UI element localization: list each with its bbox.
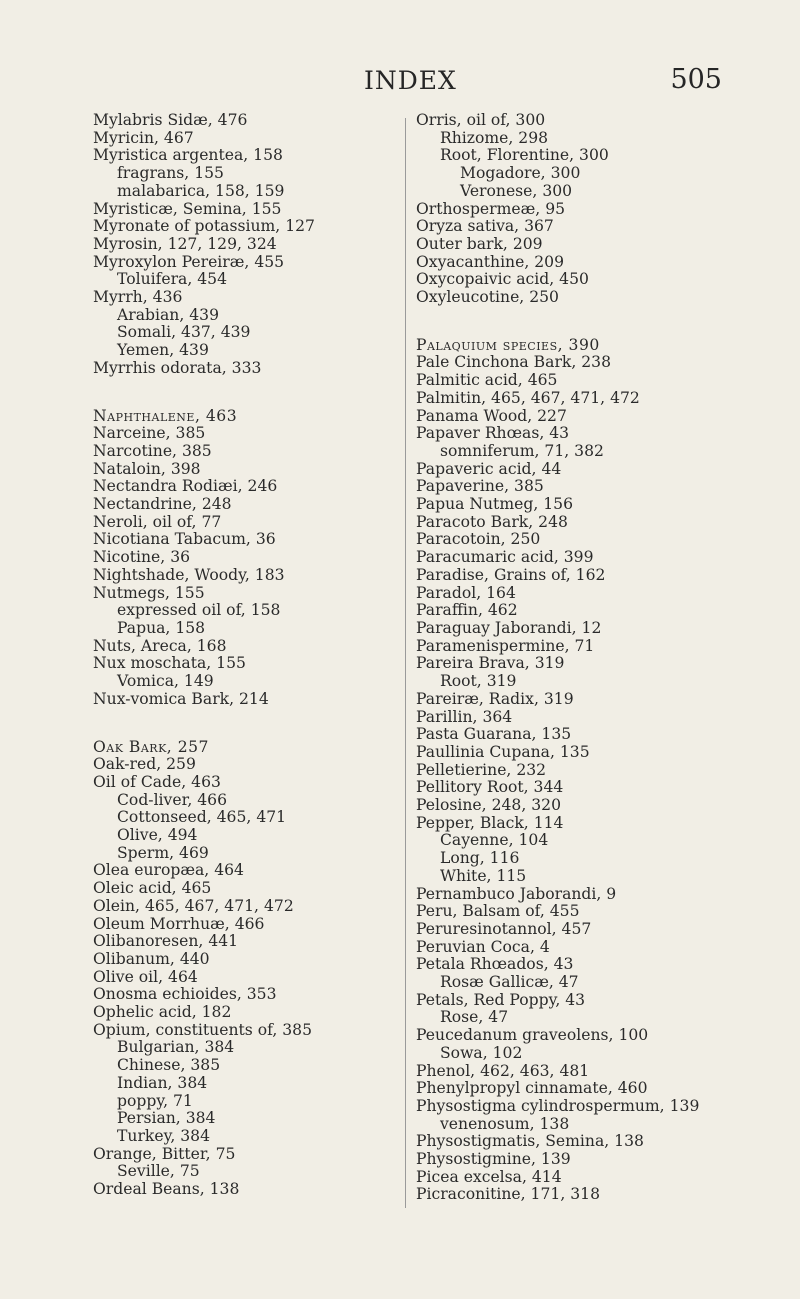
index-subentry: Rosæ Gallicæ, 47: [440, 973, 579, 992]
index-entry: Papaver Rhœas, 43: [416, 424, 570, 443]
index-entry: Papua Nutmeg, 156: [416, 495, 573, 514]
index-entry: Palmitic acid, 465: [416, 371, 558, 390]
index-entry: Opium, constituents of, 385: [93, 1020, 313, 1039]
index-entry: Orthospermeæ, 95: [416, 199, 566, 218]
index-entry: Pelosine, 248, 320: [416, 796, 562, 815]
index-entry: Nataloin, 398: [93, 459, 201, 478]
index-entry: Pasta Guarana, 135: [416, 725, 572, 744]
index-column-right: [416, 112, 796, 1204]
index-subentry: White, 115: [440, 866, 527, 885]
index-subentry: Turkey, 384: [117, 1126, 210, 1145]
index-entry: Oxyacanthine, 209: [416, 252, 565, 271]
index-subentry: Sperm, 469: [117, 843, 209, 862]
index-subentry: Indian, 384: [117, 1073, 208, 1092]
index-subentry: expressed oil of, 158: [117, 601, 281, 620]
index-subentry: Cod-liver, 466: [117, 790, 228, 809]
index-entry: Nux moschata, 155: [93, 654, 246, 673]
index-entry: Picea excelsa, 414: [416, 1167, 562, 1186]
index-entry: Oil of Cade, 463: [93, 772, 221, 791]
index-entry: Olive oil, 464: [93, 967, 198, 986]
index-subentry: Root, Florentine, 300: [440, 146, 609, 165]
index-entry: Orange, Bitter, 75: [93, 1144, 236, 1163]
index-subentry: fragrans, 155: [117, 164, 224, 183]
index-entry: Paraguay Jaborandi, 12: [416, 618, 602, 637]
index-subentry: Olive, 494: [117, 826, 198, 845]
index-entry: Olea europæa, 464: [93, 861, 244, 880]
index-entry: Petals, Red Poppy, 43: [416, 990, 586, 1009]
index-entry: Myronate of potassium, 127: [93, 217, 315, 236]
index-entry: Peru, Balsam of, 455: [416, 902, 580, 921]
index-entry: Pale Cinchona Bark, 238: [416, 353, 612, 372]
index-subentry: Sowa, 102: [440, 1043, 523, 1062]
index-entry: Oak Bark, 257: [93, 737, 209, 756]
index-entry: Pellitory Root, 344: [416, 778, 564, 797]
index-entry: Pelletierine, 232: [416, 760, 547, 779]
index-entry: Olein, 465, 467, 471, 472: [93, 896, 294, 915]
page-number: 505: [670, 64, 722, 95]
index-entry: Oleum Morrhuæ, 466: [93, 914, 265, 933]
index-entry: Pareira Brava, 319: [416, 654, 565, 673]
page-title: INDEX: [364, 66, 457, 95]
index-subentry: Persian, 384: [117, 1109, 216, 1128]
index-entry: Paramenispermine, 71: [416, 636, 595, 655]
index-entry: Peucedanum graveolens, 100: [416, 1026, 649, 1045]
index-entry: Nux-vomica Bark, 214: [93, 689, 269, 708]
index-entry: Paracumaric acid, 399: [416, 548, 594, 567]
index-subentry: venenosum, 138: [440, 1114, 570, 1133]
index-entry: Pepper, Black, 114: [416, 813, 564, 832]
index-subentry: Veronese, 300: [460, 181, 573, 200]
index-entry: Neroli, oil of, 77: [93, 512, 222, 531]
index-subentry: Mogadore, 300: [460, 164, 581, 183]
index-entry: Narcotine, 385: [93, 441, 212, 460]
index-entry: Phenol, 462, 463, 481: [416, 1061, 590, 1080]
index-entry: Olibanoresen, 441: [93, 932, 239, 951]
index-entry: Ordeal Beans, 138: [93, 1180, 240, 1199]
index-subentry: Yemen, 439: [117, 341, 209, 360]
index-entry: Oxyleucotine, 250: [416, 288, 559, 307]
index-entry: Nicotine, 36: [93, 548, 191, 567]
index-subentry: Papua, 158: [117, 618, 206, 637]
index-entry: Paradise, Grains of, 162: [416, 565, 606, 584]
index-entry: Orris, oil of, 300: [416, 111, 546, 129]
index-entry: Papaverine, 385: [416, 477, 544, 496]
index-entry: Palaquium species, 390: [416, 335, 600, 354]
index-entry: Naphthalene, 463: [93, 406, 238, 425]
index-entry: Paullinia Cupana, 135: [416, 742, 590, 761]
index-subentry: Cayenne, 104: [440, 831, 549, 850]
index-entry: Myristicæ, Semina, 155: [93, 199, 282, 218]
index-entry: Myrrh, 436: [93, 288, 183, 307]
index-entry: Onosma echioides, 353: [93, 985, 277, 1004]
index-subentry: Somali, 437, 439: [117, 323, 251, 342]
index-subentry: Seville, 75: [117, 1162, 200, 1181]
index-entry: Paraffin, 462: [416, 601, 518, 620]
index-subentry: Bulgarian, 384: [117, 1038, 235, 1057]
index-entry: Paradol, 164: [416, 583, 516, 602]
index-entry: Narceine, 385: [93, 424, 206, 443]
index-entry: Myroxylon Pereiræ, 455: [93, 252, 285, 271]
index-entry: Myristica argentea, 158: [93, 146, 283, 165]
index-entry: Myricin, 467: [93, 128, 194, 147]
index-entry: Nightshade, Woody, 183: [93, 565, 285, 584]
index-entry: Pareiræ, Radix, 319: [416, 689, 574, 708]
page-header: [0, 62, 800, 102]
index-entry: Physostigmatis, Semina, 138: [416, 1132, 644, 1151]
index-column-left: [93, 112, 413, 1199]
index-subentry: Arabian, 439: [117, 305, 219, 324]
index-entry: Nectandra Rodiæi, 246: [93, 477, 278, 496]
index-entry: Phenylpropyl cinnamate, 460: [416, 1079, 648, 1098]
index-subentry: Rose, 47: [440, 1008, 509, 1027]
index-entry: Paracotoin, 250: [416, 530, 541, 549]
index-subentry: Rhizome, 298: [440, 128, 549, 147]
index-entry: Oxycopaivic acid, 450: [416, 270, 589, 289]
index-entry: Oleic acid, 465: [93, 879, 212, 898]
index-subentry: malabarica, 158, 159: [117, 181, 285, 200]
index-entry: Olibanum, 440: [93, 949, 210, 968]
index-subentry: Vomica, 149: [117, 672, 214, 691]
index-subentry: Chinese, 385: [117, 1056, 221, 1075]
index-entry: Peruresinotannol, 457: [416, 919, 592, 938]
index-subentry: poppy, 71: [117, 1091, 193, 1110]
index-entry: Nuts, Areca, 168: [93, 636, 227, 655]
index-subentry: Toluifera, 454: [117, 270, 228, 289]
index-subentry: somniferum, 71, 382: [440, 441, 604, 460]
index-entry: Papaveric acid, 44: [416, 459, 562, 478]
index-entry: Oak-red, 259: [93, 755, 196, 774]
index-entry: Paracoto Bark, 248: [416, 512, 568, 531]
index-entry: Physostigmine, 139: [416, 1150, 571, 1169]
index-subentry: Root, 319: [440, 672, 517, 691]
index-entry: Picraconitine, 171, 318: [416, 1185, 600, 1204]
index-entry: Nutmegs, 155: [93, 583, 205, 602]
index-entry: Mylabris Sidæ, 476: [93, 111, 248, 129]
index-subentry: Long, 116: [440, 849, 520, 868]
index-entry: Myrrhis odorata, 333: [93, 358, 262, 377]
index-entry: Peruvian Coca, 4: [416, 937, 550, 956]
index-entry: Oryza sativa, 367: [416, 217, 554, 236]
index-entry: Nectandrine, 248: [93, 495, 232, 514]
index-entry: Physostigma cylindrospermum, 139: [416, 1096, 700, 1115]
index-entry: Pernambuco Jaborandi, 9: [416, 884, 617, 903]
index-entry: Petala Rhœados, 43: [416, 955, 574, 974]
index-entry: Nicotiana Tabacum, 36: [93, 530, 276, 549]
index-entry: Outer bark, 209: [416, 234, 543, 253]
index-subentry: Cottonseed, 465, 471: [117, 808, 287, 827]
index-entry: Palmitin, 465, 467, 471, 472: [416, 388, 640, 407]
index-entry: Myrosin, 127, 129, 324: [93, 234, 277, 253]
index-entry: Panama Wood, 227: [416, 406, 567, 425]
index-entry: Parillin, 364: [416, 707, 513, 726]
index-entry: Ophelic acid, 182: [93, 1003, 232, 1022]
